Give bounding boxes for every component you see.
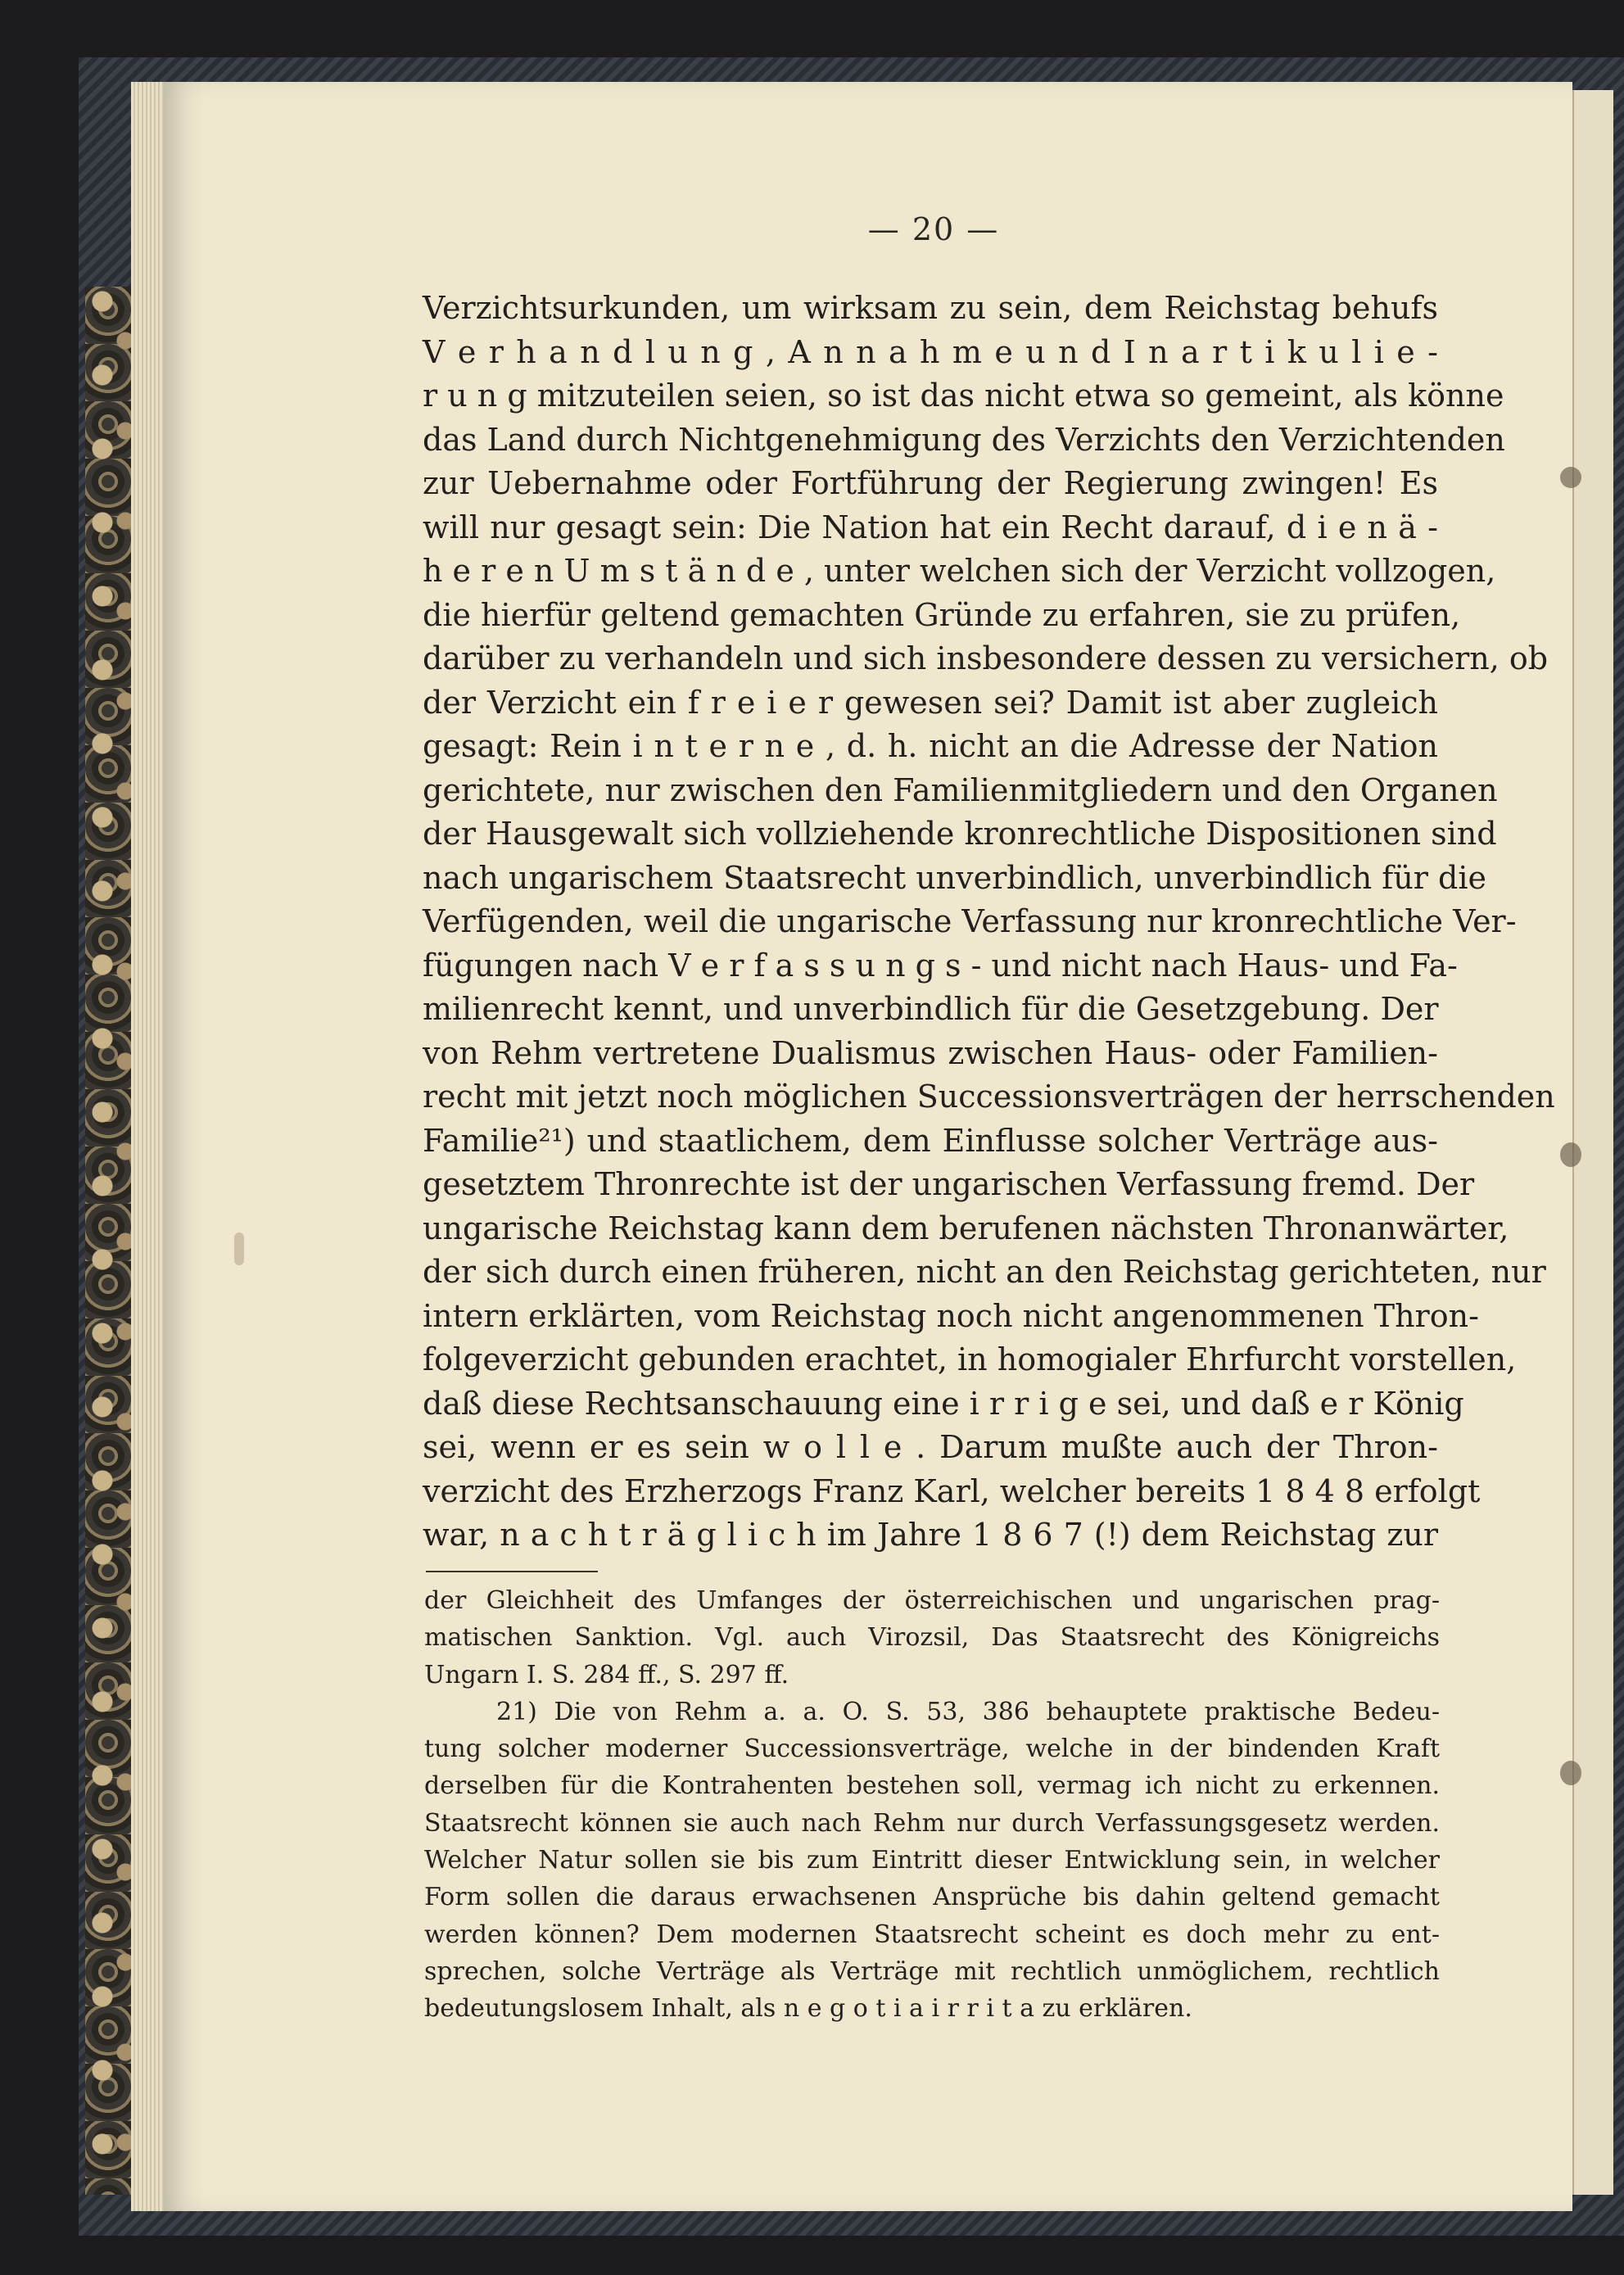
page-number: — 20 — [867, 211, 1000, 247]
body-line: war, n a c h t r ä g l i c h im Jahre 1 8 6 7 (!) dem Reichstag zur [423, 1517, 1438, 1553]
facing-page-edge [1572, 90, 1613, 2195]
body-line: die hierfür geltend gemachten Gründe zu erfahren, sie zu prüfen, [423, 596, 1461, 633]
footnote-line: sprechen, solche Verträge als Verträge mit rechtlich unmöglichem, rechtlich [424, 1956, 1440, 1986]
body-text [423, 287, 1555, 1558]
body-line: von Rehm vertretene Dualismus zwischen Haus- oder Familien- [423, 1034, 1438, 1071]
body-line: intern erklärten, vom Reichstag noch nicht angenommenen Thron- [423, 1297, 1479, 1334]
footnote-line: Form sollen die daraus erwachsenen Ansprüche bis dahin geltend gemacht [424, 1883, 1440, 1912]
body-line: gerichtete, nur zwischen den Familienmitgliedern und den Organen [423, 771, 1498, 808]
body-line: Verzichtsurkunden, um wirksam zu sein, dem Reichstag behufs [423, 290, 1438, 326]
body-line: recht mit jetzt noch möglichen Successionsverträgen der herrschenden [423, 1079, 1555, 1115]
footnote-line: Welcher Natur sollen sie bis zum Eintritt dieser Entwicklung sein, in welcher [424, 1846, 1440, 1875]
body-line: der sich durch einen früheren, nicht an den Reichstag gerichteten, nur [423, 1254, 1546, 1290]
footnote-line: werden können? Dem modernen Staatsrecht scheint es doch mehr zu ent- [424, 1920, 1440, 1949]
footnote-line: der Gleichheit des Umfanges der österreichischen und ungarischen prag- [424, 1586, 1440, 1615]
body-line: zur Uebernahme oder Fortführung der Regierung zwingen! Es [423, 465, 1438, 501]
binding-clip [1560, 467, 1581, 488]
footnote-rule [426, 1571, 598, 1572]
footnote-line: tung solcher moderner Successionsverträge, welche in der bindenden Kraft [424, 1735, 1440, 1764]
binding-clip [1560, 1142, 1581, 1167]
body-line: milienrecht kennt, und unverbindlich für die Gesetzgebung. Der [423, 991, 1439, 1027]
body-line: folgeverzicht gebunden erachtet, in homogialer Ehrfurcht vorstellen, [423, 1341, 1517, 1377]
body-line: sei, wenn er es sein w o l l e . Darum mußte auch der Thron- [423, 1429, 1438, 1465]
footnote-line: bedeutungslosem Inhalt, als n e g o t i a i r r i t a zu erklären. [424, 1994, 1192, 2024]
body-line: V e r h a n d l u n g , A n n a h m e u n d I n a r t i k u l i e - [423, 333, 1438, 370]
paper-stain [234, 1232, 244, 1265]
body-line: gesagt: Rein i n t e r n e , d. h. nicht an die Adresse der Nation [423, 728, 1438, 764]
body-line: will nur gesagt sein: Die Nation hat ein Recht darauf, d i e n ä - [423, 509, 1438, 545]
body-line: h e r e n U m s t ä n d e , unter welchen sich der Verzicht vollzogen, [423, 553, 1496, 589]
body-line: ungarische Reichstag kann dem berufenen nächsten Thronanwärter, [423, 1210, 1509, 1246]
body-line: der Hausgewalt sich vollziehende kronrechtliche Dispositionen sind [423, 816, 1497, 852]
body-line: Verfügenden, weil die ungarische Verfassung nur kronrechtliche Ver- [423, 903, 1517, 939]
footnote-line: Ungarn I. S. 284 ff., S. 297 ff. [424, 1660, 789, 1689]
footnotes [424, 1582, 1440, 2028]
body-line: das Land durch Nichtgenehmigung des Verzichts den Verzichtenden [423, 421, 1505, 458]
body-line: der Verzicht ein f r e i e r gewesen sei? Damit ist aber zugleich [423, 684, 1438, 721]
body-line: verzicht des Erzherzogs Franz Karl, welcher bereits 1 8 4 8 erfolgt [423, 1472, 1481, 1509]
footnote-line: 21) Die von Rehm a. a. O. S. 53, 386 behauptete praktische Bedeu- [496, 1697, 1440, 1726]
binding-clip [1560, 1761, 1581, 1785]
footnote-line: matischen Sanktion. Vgl. auch Virozsil, Das Staatsrecht des Königreichs [424, 1623, 1440, 1653]
body-line: gesetztem Thronrechte ist der ungarischen Verfassung fremd. Der [423, 1166, 1475, 1202]
footnote-line: Staatsrecht können sie auch nach Rehm nur durch Verfassungsgesetz werden. [424, 1808, 1440, 1838]
body-line: fügungen nach V e r f a s s u n g s - und nicht nach Haus- und Fa- [423, 947, 1458, 984]
body-line: daß diese Rechtsanschauung eine i r r i g e sei, und daß e r König [423, 1385, 1464, 1422]
footnote-line: derselben für die Kontrahenten bestehen soll, vermag ich nicht zu erkennen. [424, 1771, 1440, 1801]
page-stack-edge [131, 82, 164, 2211]
body-line: darüber zu verhandeln und sich insbesondere dessen zu versichern, ob [423, 640, 1549, 676]
body-line: Familie²¹) und staatlichem, dem Einflusse solcher Verträge aus- [423, 1122, 1438, 1159]
body-line: nach ungarischem Staatsrecht unverbindlich, unverbindlich für die [423, 859, 1487, 896]
body-line: r u n g mitzuteilen seien, so ist das nicht etwa so gemeint, als könne [423, 378, 1504, 414]
